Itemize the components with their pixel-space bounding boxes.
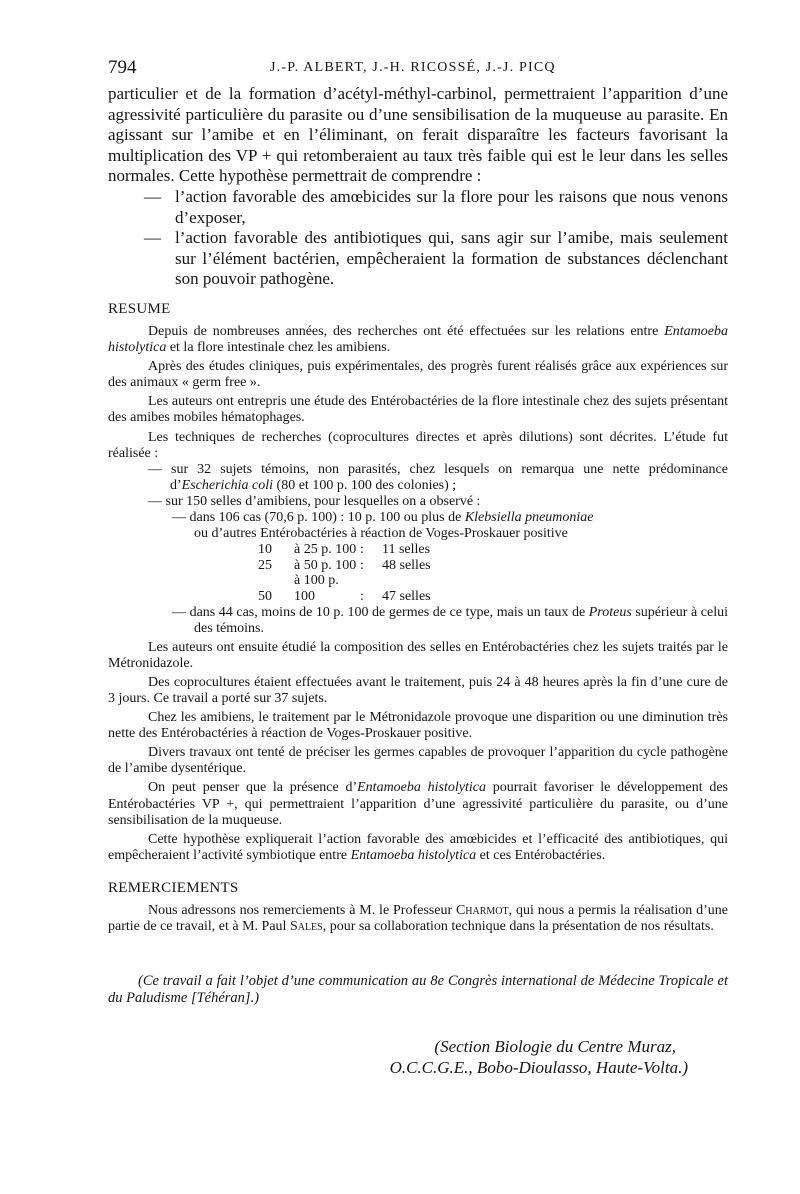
resume-sublist-item: — dans 106 cas (70,6 p. 100) : 10 p. 100 ou plus de Klebsiella pneumoniae [172, 509, 594, 525]
signature-line: O.C.C.G.E., Bobo-Dioulasso, Haute-Volta.) [389, 1057, 688, 1077]
remerciements-heading: REMERCIEMENTS [108, 879, 239, 896]
resume-paragraph: Les auteurs ont entrepris une étude des Entérobactéries de la flore intestinale chez des sujets présentant des amibes mobiles hématophages. [108, 394, 728, 426]
resume-paragraph: Chez les amibiens, le traitement par le Métronidazole provoque une disparition ou une diminution très nette des Entérobactéries à réaction de Voges-Proskauer positive. [108, 710, 728, 742]
intro-paragraph: particulier et de la formation d’acétyl-méthyl-carbinol, permettraient l’apparition d’une agressivité particulière du parasite ou d’une sensibilisation de la muqueuse au parasite. En agissant sur l’amibe et en l’éliminant, on ferait disparaître les facteurs favorisant la multiplication des VP + qui retomberaient au taux très faible qui est le leur dans les selles normales. Cette hypothèse permettrait de comprendre : [108, 84, 728, 186]
dash: — [144, 228, 161, 248]
running-authors: J.-P. ALBERT, J.-H. RICOSSÉ, J.-J. PICQ [270, 60, 556, 75]
resume-paragraph: Les auteurs ont ensuite étudié la composition des selles en Entérobactéries chez les sujets traités par le Métronidazole. [108, 639, 728, 671]
dash: — [144, 186, 161, 206]
page [108, 50, 728, 1078]
intro-list [108, 187, 728, 290]
signature-line: (Section Biologie du Centre Muraz, [434, 1037, 676, 1057]
running-header [108, 50, 728, 84]
table-row: 25 à 50 p. 100 : 48 selles [258, 557, 431, 573]
affiliation-signature [108, 1037, 688, 1078]
intro-list-item: — l’action favorable des amœbicides sur la flore pour les raisons que nous venons d’exposer, [144, 186, 728, 227]
table-row: 50à 100 p. 100 : 47 selles [258, 573, 431, 604]
resume-sublist-continuation: ou d’autres Entérobactéries à réaction de Voges-Proskauer positive [194, 526, 568, 542]
communication-note: (Ce travail a fait l’objet d’une communication au 8e Congrès international de Médecine Tropicale et du Paludisme [Téhéran].) [108, 973, 728, 1007]
resume-paragraph: Des coprocultures étaient effectuées avant le traitement, puis 24 à 48 heures après la fin d’une cure de 3 jours. Ce travail a porté sur 37 sujets. [108, 674, 728, 706]
results-table [108, 542, 728, 604]
resume-paragraph: Divers travaux ont tenté de préciser les germes capables de provoquer l’apparition du cycle pathogène de l’amibe dysentérique. [108, 745, 728, 777]
resume-heading: RESUME [108, 300, 171, 317]
resume-list-item: — sur 32 sujets témoins, non parasités, chez lesquels on remarqua une nette prédominance d’Escherichia coli (80 et 100 p. 100 des colonies) ; [148, 461, 728, 493]
resume-paragraph: Cette hypothèse expliquerait l’action favorable des amœbicides et l’efficacité des antibiotiques, qui empêcheraient l’activité symbiotique entre Entamoeba histolytica et ces Entérobactéries. [108, 831, 728, 863]
remerciements-paragraph: Nous adressons nos remerciements à M. le Professeur Charmot, qui nous a permis la réalisation d’une partie de ce travail, et à M. Paul Sales, pour sa collaboration technique dans la présentation de nos résultats. [108, 902, 728, 935]
resume-sublist-item: — dans 44 cas, moins de 10 p. 100 de germes de ce type, mais un taux de Proteus supérieur à celui des témoins. [172, 604, 728, 636]
table-row: 10 à 25 p. 100 : 11 selles [258, 542, 431, 558]
resume-paragraph: Depuis de nombreuses années, des recherches ont été effectuées sur les relations entre Entamoeba histolytica et la flore intestinale chez les amibiens. [108, 323, 728, 356]
resume-paragraph: On peut penser que la présence d’Entamoeba histolytica pourrait favoriser le développement des Entérobactéries VP +, qui permettraient l’apparition d’une agressivité particulière du parasite, ou d’une sensibilisation de la muqueuse. [108, 780, 728, 828]
resume-paragraph: Après des études cliniques, puis expérimentales, des progrès furent réalisés grâce aux expériences sur des animaux « germ free ». [108, 359, 728, 391]
intro-list-item: — l’action favorable des antibiotiques qui, sans agir sur l’amibe, mais seulement sur l’élément bactérien, empêcheraient la formation de substances déclenchant son pouvoir pathogène. [144, 228, 728, 289]
resume-paragraph: Les techniques de recherches (coprocultures directes et après dilutions) sont décrites. L’étude fut réalisée : [108, 429, 728, 461]
page-number: 794 [108, 57, 137, 78]
resume-list-item: — sur 150 selles d’amibiens, pour lesquelles on a observé : [148, 493, 481, 509]
